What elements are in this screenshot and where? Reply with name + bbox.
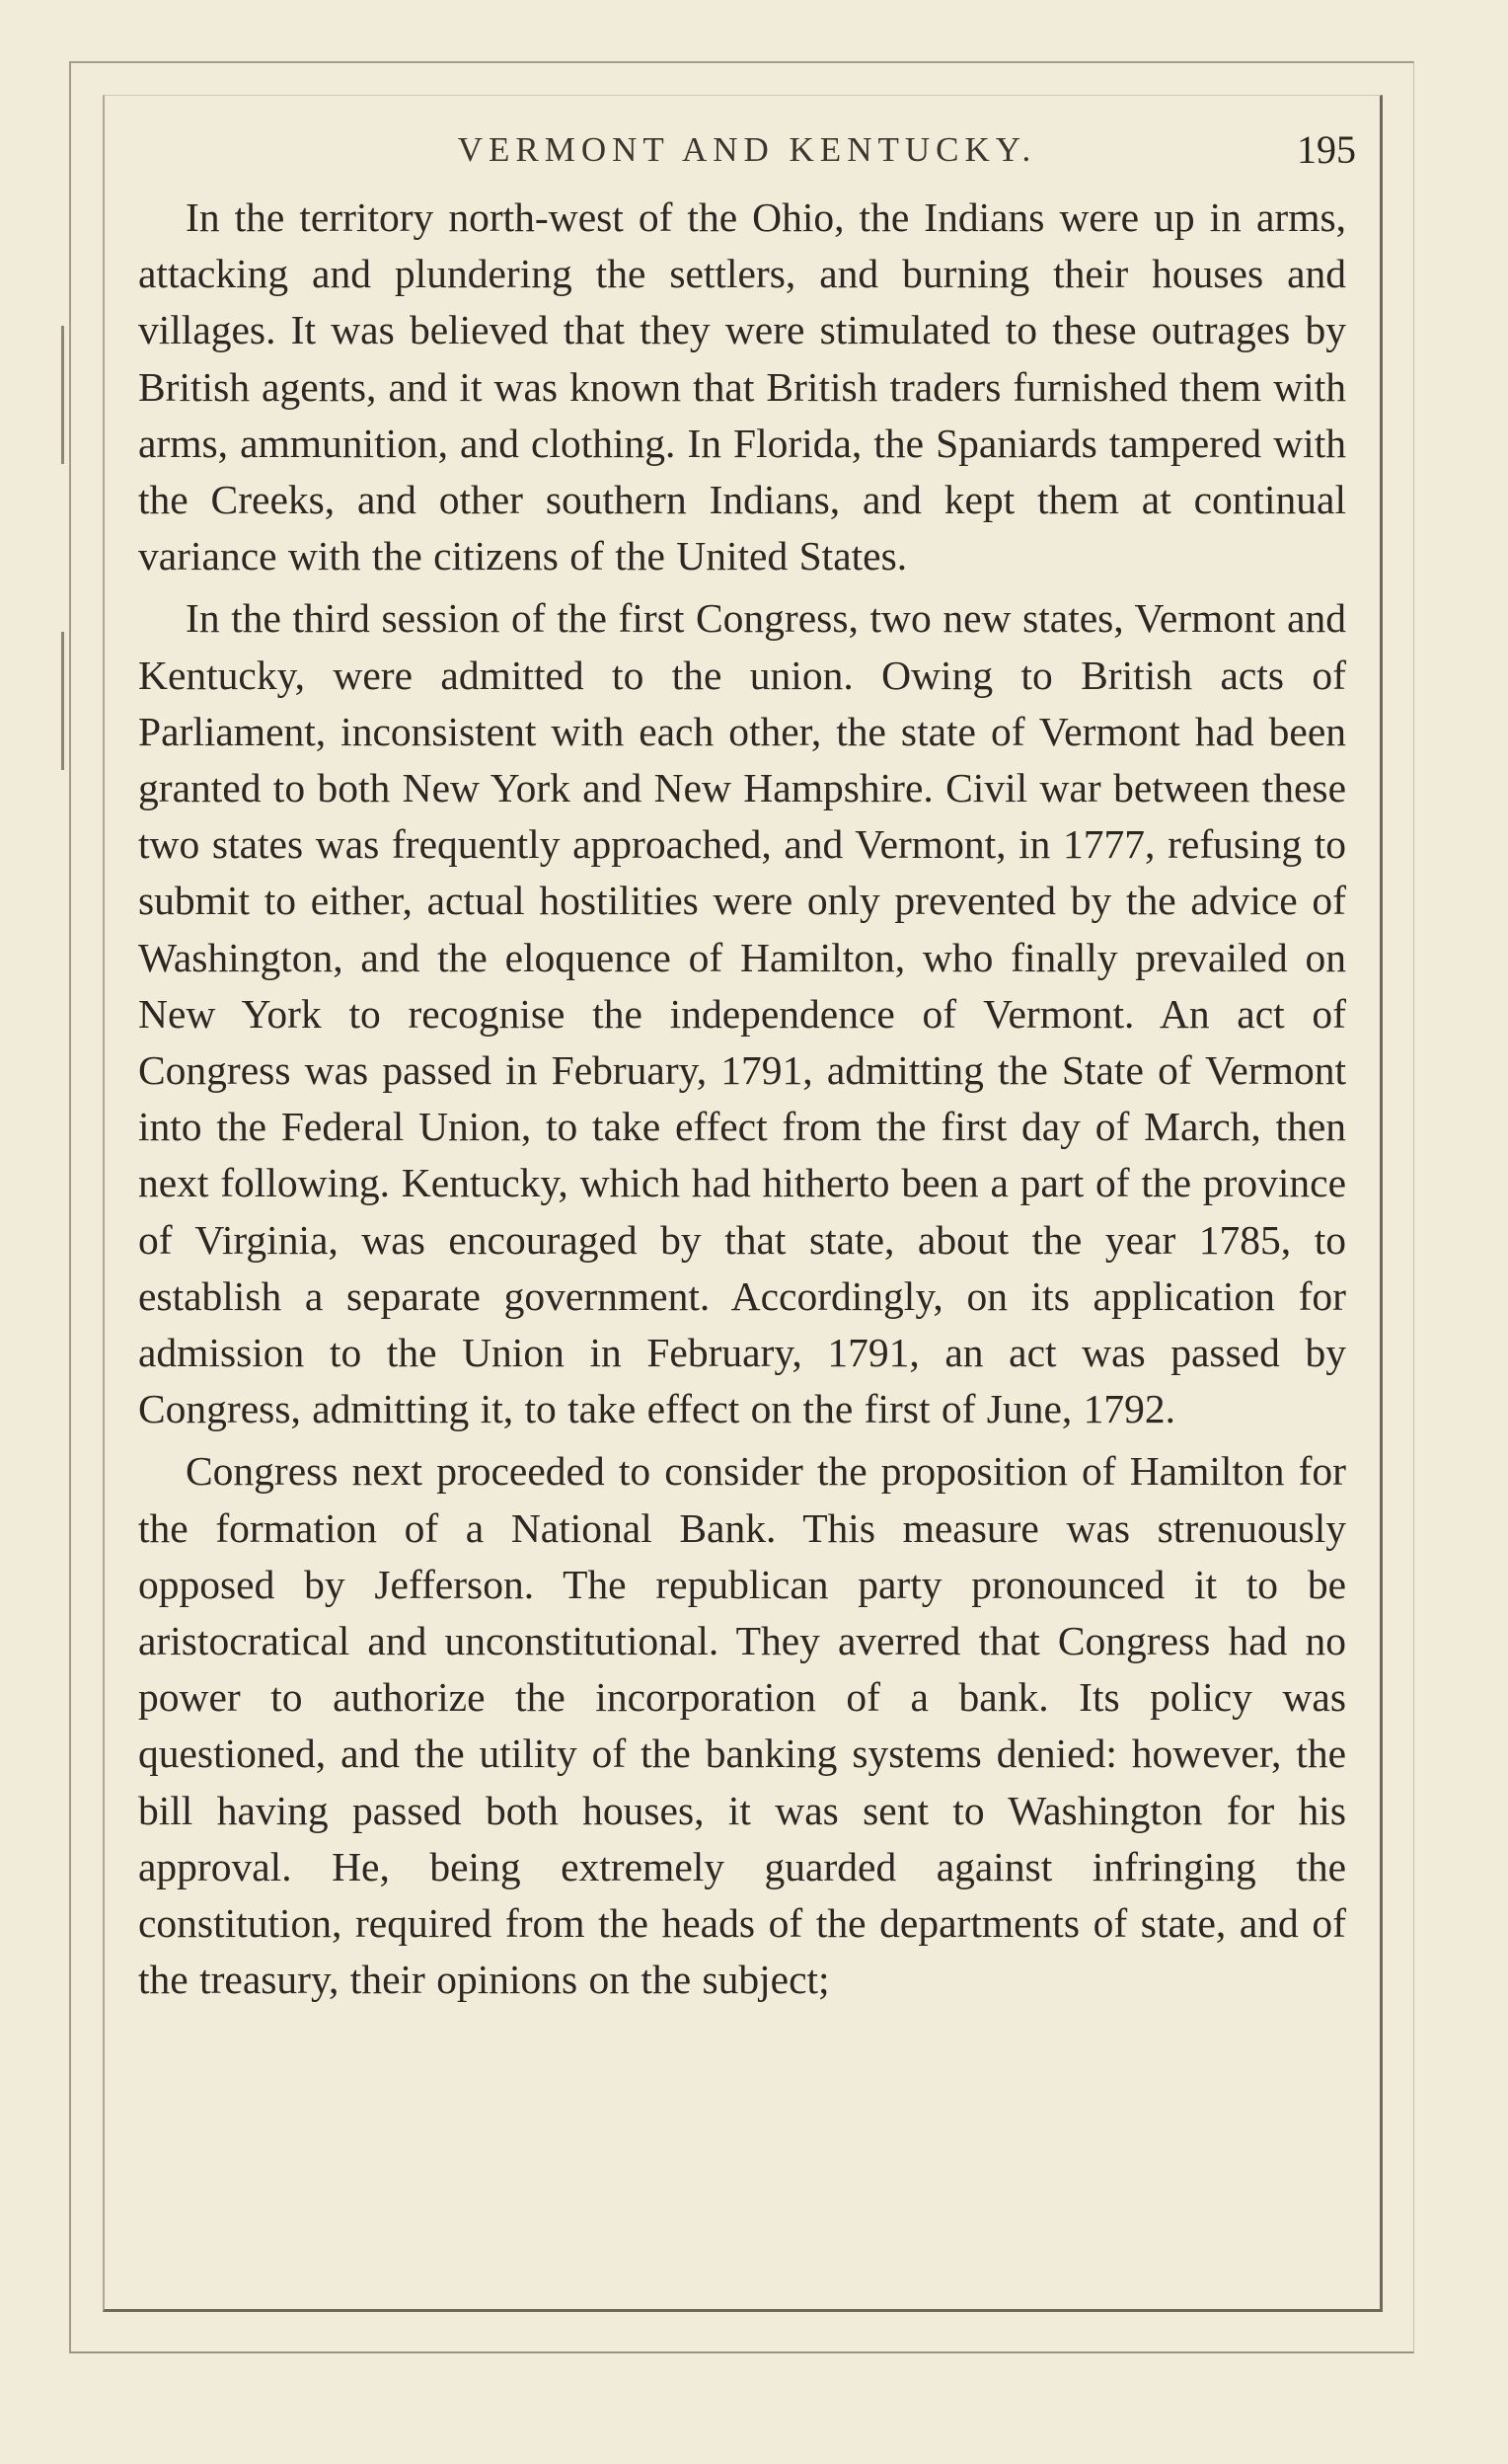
page-number: 195: [1297, 127, 1356, 172]
paragraph-national-bank: Congress next proceeded to consider the proposition of Hamilton for the formation of a National Bank. This measure was strenuously opposed by Jefferson. The republican party pronounced it to be aristocratical and unconstitutional. They averred that Congress had no power to authorize the incorporation of a bank. Its policy was questioned, and the utility of the banking systems denied: however, the bill having passed both houses, it was sent to Washington for his approval. He, being extremely guarded against infringing the constitution, required from the heads of the departments of state, and of the treasury, their opinions on the subject;: [138, 1448, 1346, 2003]
margin-rule: [61, 632, 64, 770]
margin-rule: [61, 326, 64, 464]
running-title: VERMONT AND KENTUCKY.: [457, 130, 1037, 169]
paragraph-vermont-kentucky: In the third session of the first Congress, two new states, Vermont and Kentucky, were admitted to the union. Owing to British acts of Parliament, inconsistent with each other, the state of Vermont had been granted to both New York and New Hampshire. Civil war between these two states was frequently approached, and Vermont, in 1777, refusing to submit to either, actual hostilities were only prevented by the advice of Washington, and the eloquence of Hamilton, who finally prevailed on New York to recognise the independence of Vermont. An act of Congress was passed in February, 1791, admitting the State of Vermont into the Federal Union, to take effect from the first day of March, then next following. Kentucky, which had hitherto been a part of the province of Virginia, was encouraged by that state, about the year 1785, to establish a separate government. Accordingly, on its application for admission to the Union in February, 1791, an act was passed by Congress, admitting it, to take effect on the first of June, 1792.: [138, 595, 1346, 1432]
body-text: [138, 190, 1346, 2015]
paragraph-indian-conflicts: In the territory north-west of the Ohio, the Indians were up in arms, attacking and plundering the settlers, and burning their houses and villages. It was believed that they were stimulated to these outrages by British agents, and it was known that British traders furnished them with arms, ammunition, and clothing. In Florida, the Spaniards tampered with the Creeks, and other southern Indians, and kept them at continual variance with the citizens of the United States.: [138, 194, 1346, 579]
running-head: [138, 116, 1356, 182]
